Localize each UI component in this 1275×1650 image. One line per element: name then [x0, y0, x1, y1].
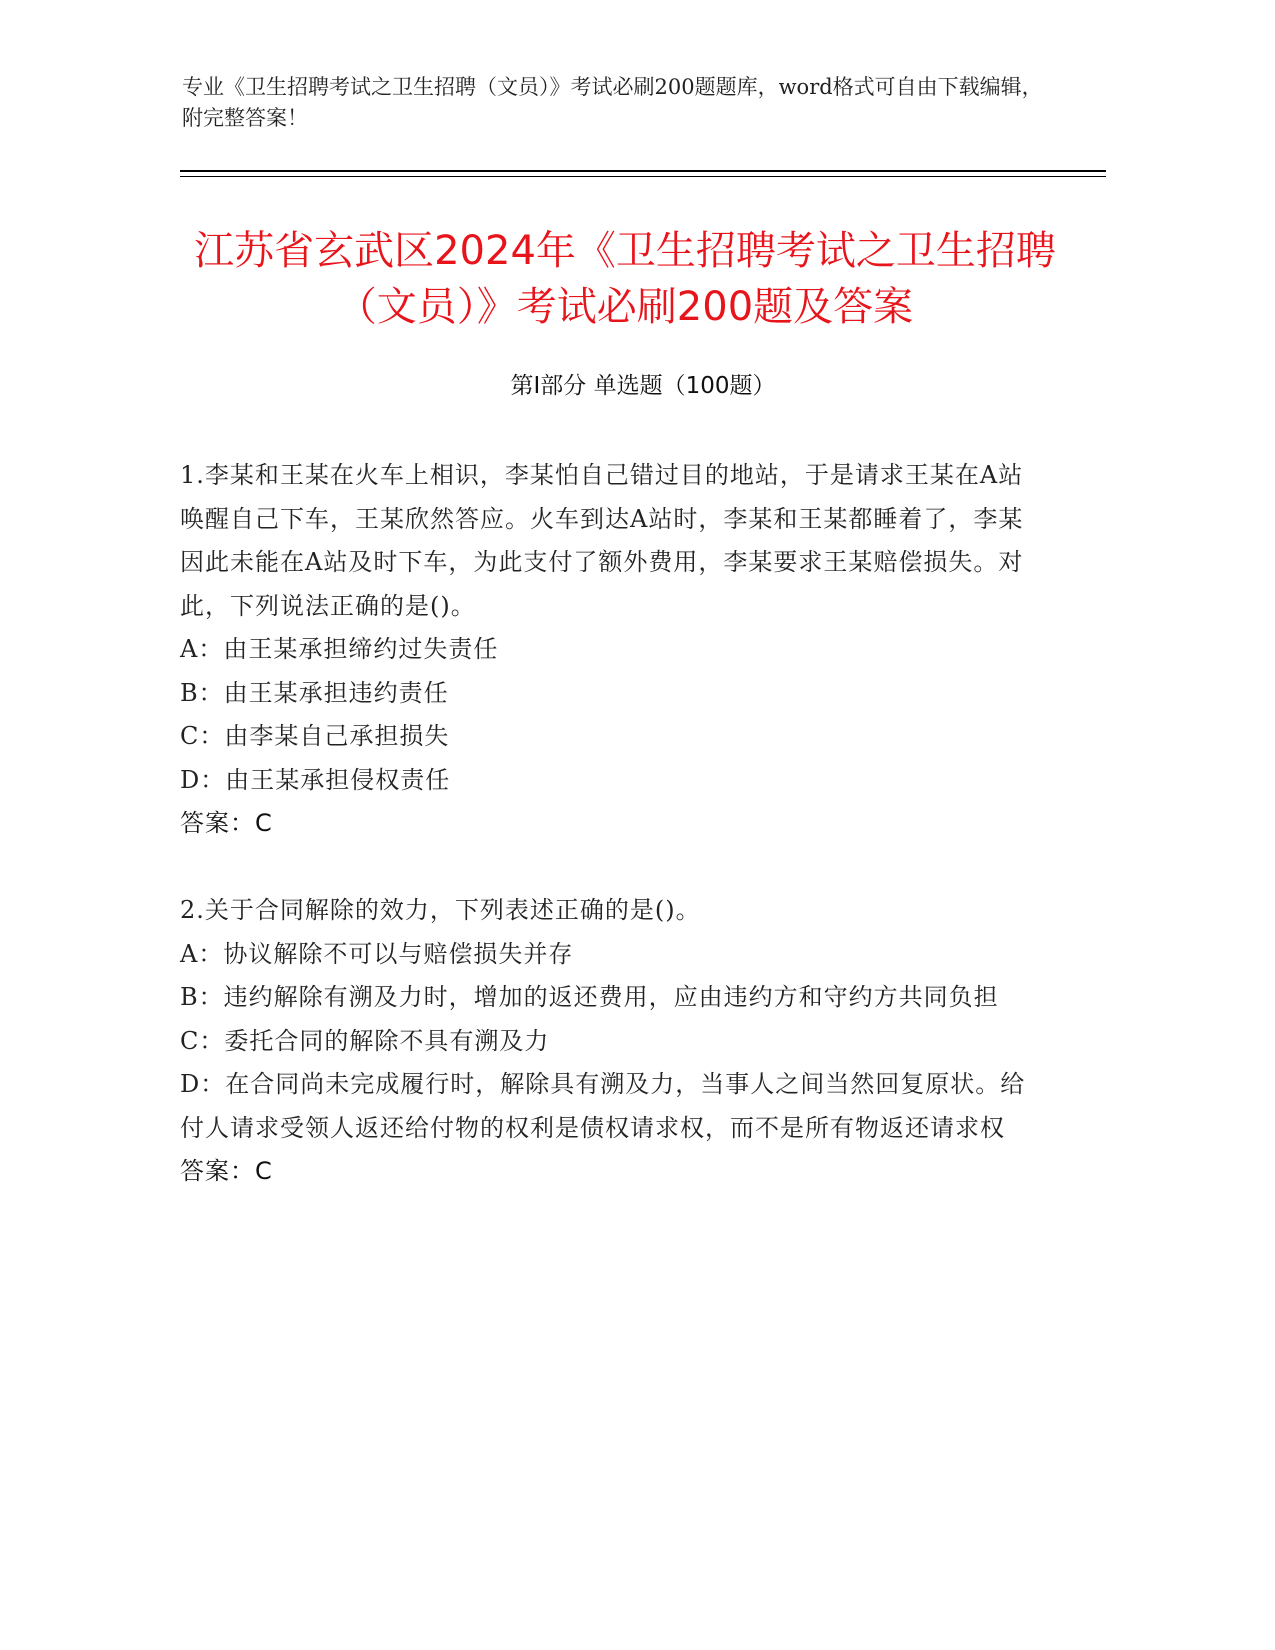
answer: 答案：C [180, 1157, 273, 1185]
option-d: D：由王某承担侵权责任 [180, 765, 451, 794]
answer: 答案：C [180, 809, 273, 837]
question-stem: 2.关于合同解除的效力，下列表述正确的是()。 [180, 896, 701, 924]
option-a: A：协议解除不可以与赔偿损失并存 [180, 939, 574, 968]
option-c: C：委托合同的解除不具有溯及力 [180, 1026, 550, 1055]
option-a: A：由王某承担缔约过失责任 [180, 635, 499, 663]
header-divider-thin [180, 176, 1106, 177]
option-c: C：由李某自己承担损失 [180, 722, 450, 750]
section-title: 第Ⅰ部分 单选题（100题） [510, 373, 776, 399]
question-2 [180, 889, 1030, 1194]
question-1 [180, 454, 1030, 846]
header-divider-thick [180, 170, 1106, 172]
header-note: 专业《卫生招聘考试之卫生招聘（文员）》考试必刷200题题库，word格式可自由下载编辑，附完整答案！ [182, 75, 1043, 130]
option-d: D：在合同尚未完成履行时，解除具有溯及力，当事人之间当然回复原状。给付人请求受领人返还给付物的权利是债权请求权，而不是所有物返还请求权 [180, 1070, 1026, 1142]
question-stem: 1.李某和王某在火车上相识，李某怕自己错过目的地站，于是请求王某在A站唤醒自己下车，王某欣然答应。火车到达A站时，李某和王某都睡着了，李某因此未能在A站及时下车，为此支付了额外费用，李某要求王某赔偿损失。对此，下列说法正确的是()。 [180, 461, 1024, 620]
option-b: B：违约解除有溯及力时，增加的返还费用，应由违约方和守约方共同负担 [180, 983, 999, 1011]
option-b: B：由王某承担违约责任 [180, 678, 449, 707]
document-title: 江苏省玄武区2024年《卫生招聘考试之卫生招聘（文员）》考试必刷200题及答案 [194, 227, 1056, 330]
